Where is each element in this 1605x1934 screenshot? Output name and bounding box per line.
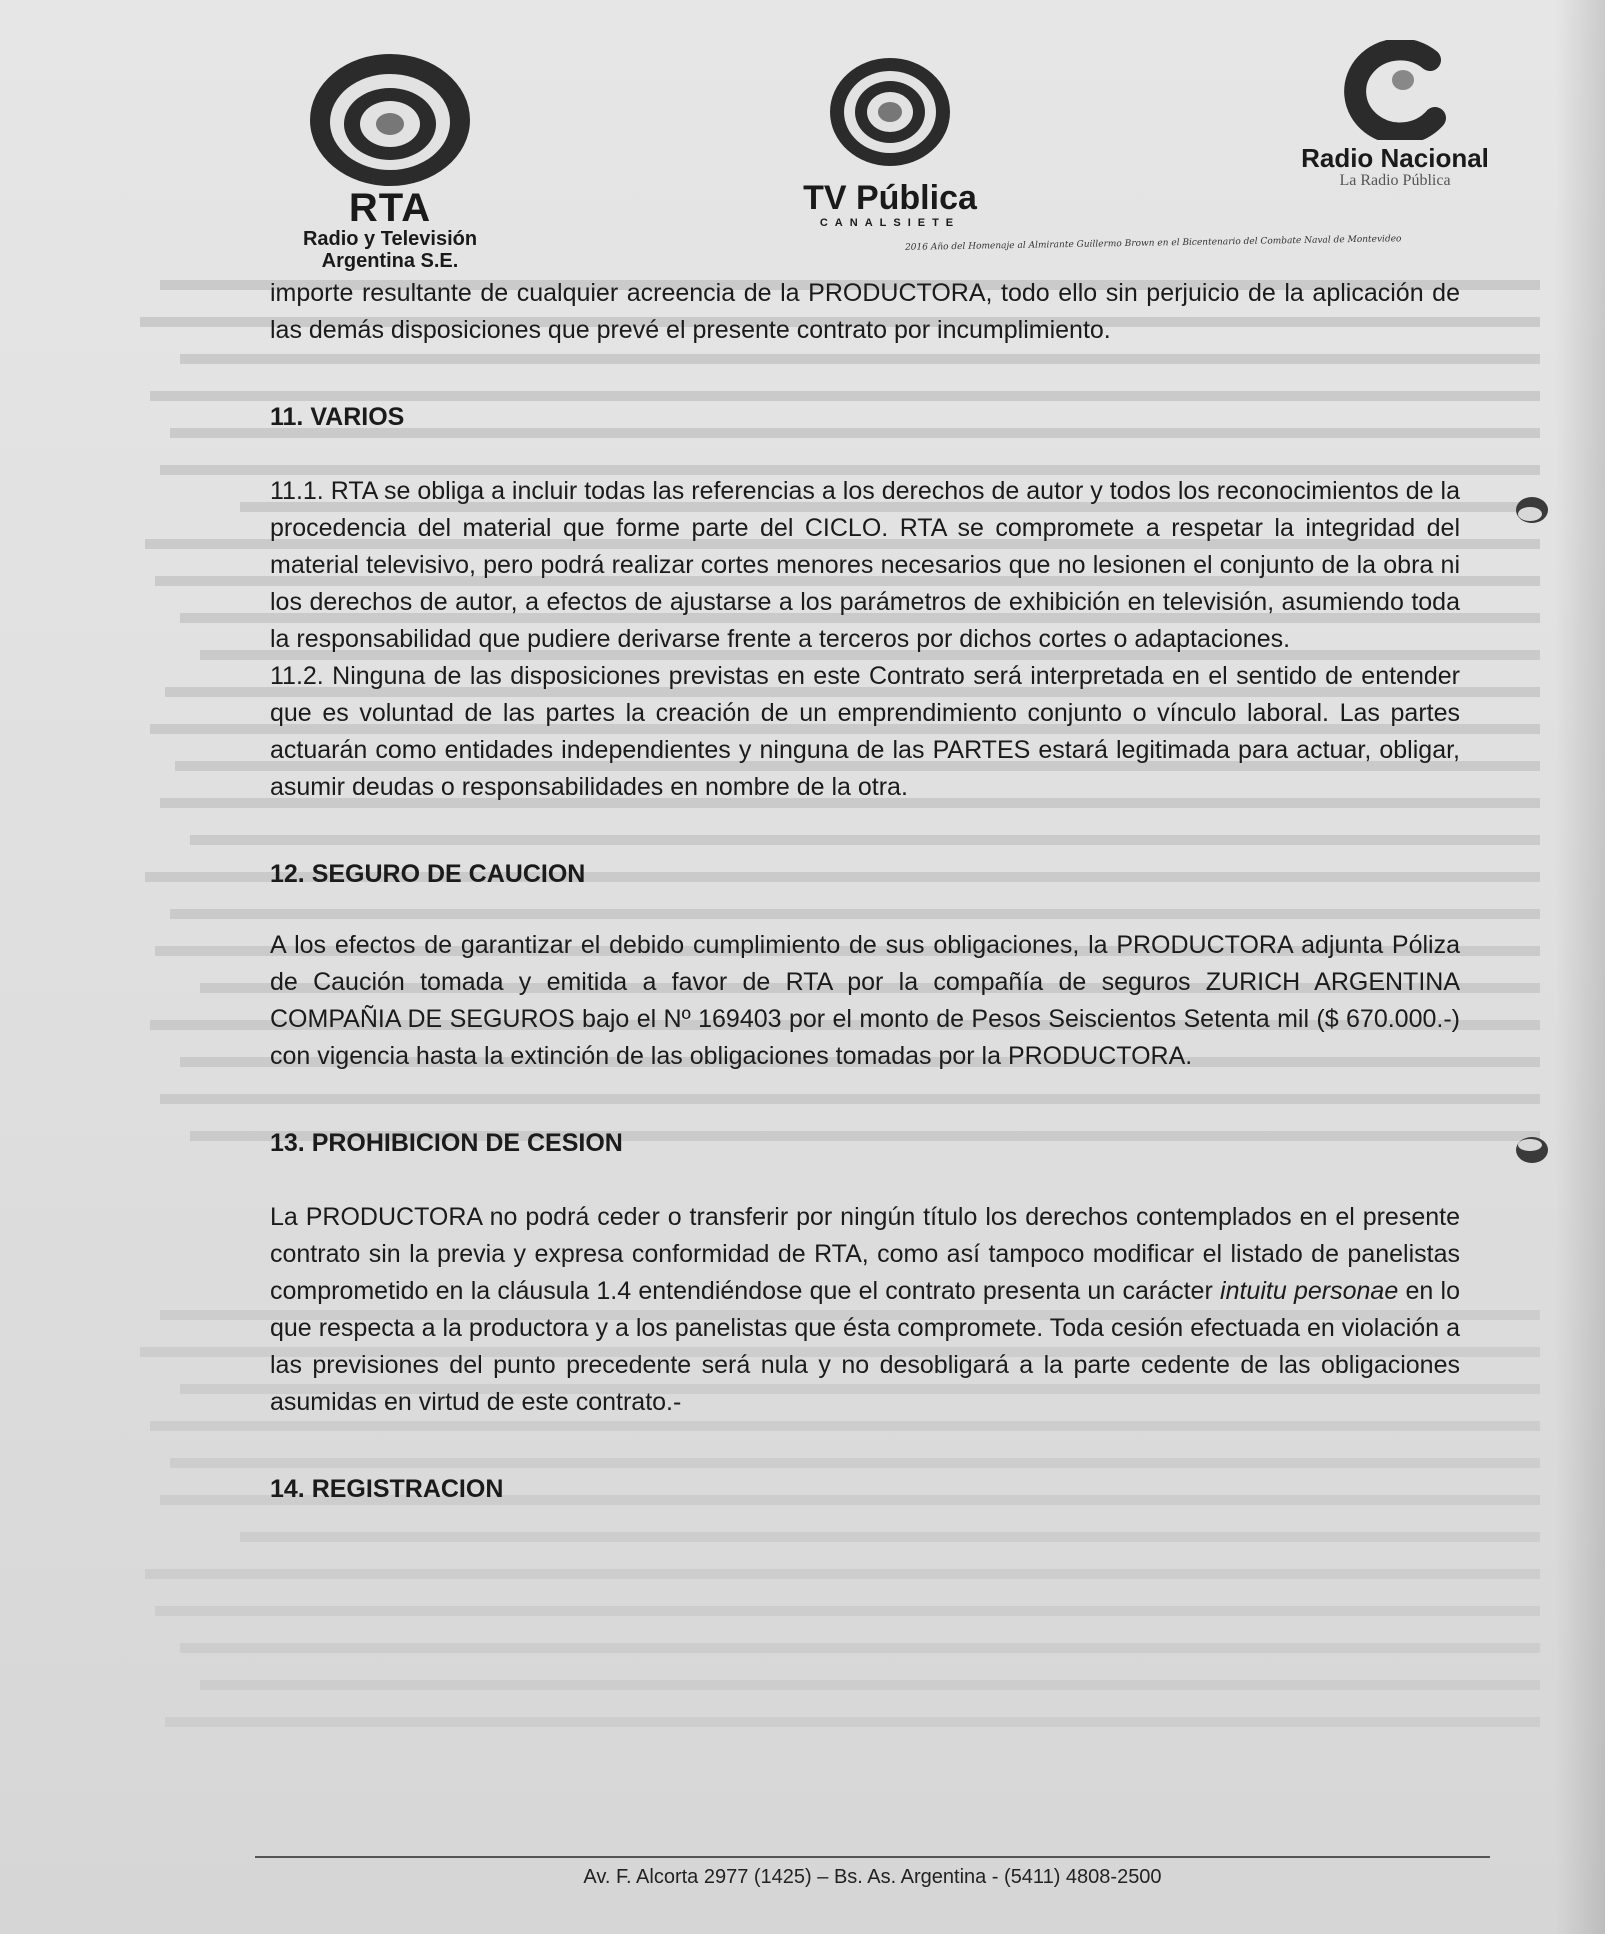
intro-paragraph: importe resultante de cualquier acreencia de la PRODUCTORA, todo ello sin perjuicio de la aplicación de las demás disposiciones que prevé el presente contrato por incumplimiento. [270, 279, 1460, 344]
section-12-paragraph: A los efectos de garantizar el debido cumplimiento de sus obligaciones, la PRODUCTORA adjunta Póliza de Caución tomada y emitida a favor de RTA por la compañía de seguros ZURICH ARGENTINA COMPAÑIA DE SEGUROS bajo el Nº 169403 por el monto de Pesos Seiscientos Setenta mil ($ 670.000.-) con vigencia hasta la extinción de las obligaciones tomadas por la PRODUCTORA. [270, 931, 1460, 1070]
section-13-text-a: La PRODUCTORA no podrá ceder o transferir por ningún título los derechos contemplados en el presente contrato sin la previa y expresa conformidad de RTA, como así tampoco modificar el listado de panelistas comprometido en la cláusula 1.4 entendiéndose que el contrato presenta un carácter [270, 1203, 1460, 1305]
radio-nacional-logo [1270, 40, 1520, 190]
radio-nacional-wordmark: Radio Nacional [1301, 143, 1489, 173]
year-tagline: 2016 Año del Homenaje al Almirante Guillermo Brown en el Bicentenario del Combate Naval de Montevideo [904, 234, 1402, 253]
section-14-heading: 14. REGISTRACION [270, 1475, 504, 1503]
document-body [270, 275, 1460, 1508]
section-13-text-b: en lo que respecta a la productora y a los panelistas que ésta compromete. Toda cesión efectuada en violación a las previsiones del punto precedente será nula y no desobligará a la parte cedente de las obligaciones asumidas en virtud de este contrato.- [270, 1277, 1461, 1416]
section-13-paragraph [270, 1199, 1460, 1421]
section-11-heading: 11. VARIOS [270, 403, 405, 431]
rta-subtitle-line2: Argentina S.E. [321, 250, 459, 272]
punch-hole-icon [1515, 495, 1549, 525]
section-12-heading: 12. SEGURO DE CAUCION [270, 860, 586, 888]
rta-wordmark: RTA [348, 186, 432, 230]
letterhead [0, 0, 1605, 290]
page-shadow-edge [1555, 0, 1605, 1934]
section-13-heading: 13. PROHIBICION DE CESION [270, 1129, 623, 1157]
footer-address: Av. F. Alcorta 2977 (1425) – Bs. As. Argentina - (5411) 4808-2500 [583, 1866, 1162, 1888]
tv-publica-logo [780, 55, 1000, 230]
rta-logo [280, 50, 500, 272]
rta-subtitle-line1: Radio y Televisión [302, 228, 478, 250]
section-13-latin-term: intuitu personae [1220, 1277, 1399, 1305]
tv-publica-wordmark: TV Pública [803, 179, 977, 217]
footer-rule [255, 1856, 1490, 1858]
tv-publica-subtitle: CANALSIETE [819, 217, 961, 229]
section-11-1-paragraph: 11.1. RTA se obliga a incluir todas las referencias a los derechos de autor y todos los reconocimientos de la procedencia del material que forme parte del CICLO. RTA se compromete a respetar la integridad del material televisivo, pero podrá realizar cortes menores necesarios que no lesionen el conjunto de la obra ni los derechos de autor, a efectos de ajustarse a los parámetros de exhibición en televisión, asumiendo toda la responsabilidad que pudiere derivarse frente a terceros por dichos cortes o adaptaciones. [270, 477, 1460, 653]
punch-hole-icon [1515, 1135, 1549, 1165]
section-11-2-paragraph: 11.2. Ninguna de las disposiciones previstas en este Contrato será interpretada en el sentido de entender que es voluntad de las partes la creación de un emprendimiento conjunto o vínculo laboral. Las partes actuarán como entidades independientes y ninguna de las PARTES estará legitimada para actuar, obligar, asumir deudas o responsabilidades en nombre de la otra. [270, 662, 1460, 801]
radio-nacional-subtitle: La Radio Pública [1339, 172, 1451, 189]
radio-nacional-c-icon [1335, 40, 1455, 140]
tv-publica-target-icon [825, 55, 955, 170]
rta-target-icon [305, 50, 475, 190]
